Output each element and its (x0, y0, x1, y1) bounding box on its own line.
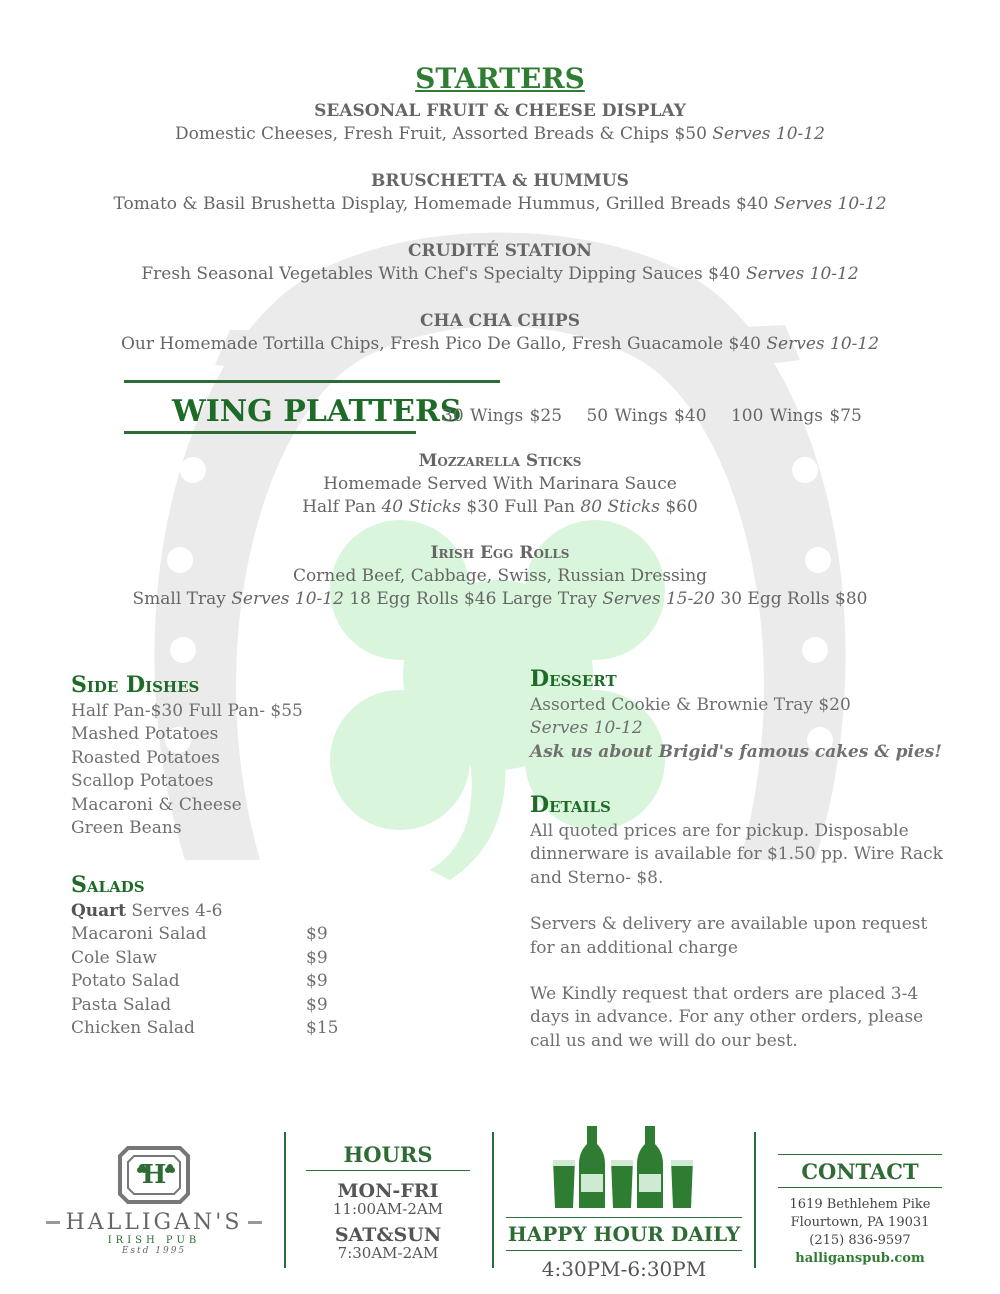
starter-item-bruschetta (0, 171, 1000, 214)
logo-dash (46, 1221, 60, 1224)
beer-bottles-icon (551, 1124, 697, 1210)
list-item: Half Pan-$30 Full Pan- $55 (71, 701, 303, 721)
contact-city: Flourtown, PA 19031 (790, 1215, 930, 1230)
contact-block (778, 1154, 942, 1268)
eggrolls-title: Irish Egg Rolls (430, 543, 570, 563)
mozzarella-title: Mozzarella Sticks (418, 451, 582, 471)
salad-name: Chicken Salad (71, 1018, 195, 1039)
pricing-text: $60 (659, 497, 698, 517)
list-item (71, 994, 371, 1017)
salad-price: $15 (306, 1018, 339, 1039)
contact-heading: CONTACT (801, 1159, 919, 1184)
salads-heading: Salads (71, 872, 145, 898)
starter-desc (0, 264, 1000, 284)
mozzarella-sticks (0, 451, 1000, 517)
wing-prices (442, 406, 880, 426)
starter-title: CHA CHA CHIPS (419, 311, 580, 331)
salad-name: Pasta Salad (71, 994, 172, 1015)
hours-days: SAT&SUN (334, 1224, 442, 1246)
list-item (71, 1017, 371, 1040)
happy-hour-time: 4:30PM-6:30PM (541, 1257, 707, 1281)
details-paragraph (530, 983, 950, 1053)
contact-rule (778, 1154, 942, 1155)
quart-serves: Serves 4-6 (126, 901, 223, 921)
wing-rule-bottom (124, 431, 416, 434)
details-line: call us and we will do our best. (530, 1030, 798, 1051)
starter-serves: Serves 10-12 (773, 194, 887, 214)
hours-rule (306, 1170, 470, 1171)
eggrolls-desc: Corned Beef, Cabbage, Swiss, Russian Dressing (292, 566, 708, 586)
contact-phone[interactable]: (215) 836-9597 (809, 1233, 911, 1248)
salads-quart-line (71, 900, 371, 923)
details-section (530, 792, 950, 1053)
list-item: Mashed Potatoes (71, 724, 219, 745)
details-line: Servers & delivery are available upon request (530, 914, 928, 935)
footer-divider (754, 1132, 756, 1268)
hours-block (306, 1142, 470, 1262)
side-dishes-section (71, 672, 303, 840)
pricing-qty: 80 Sticks (580, 497, 660, 517)
logo-letter: H (141, 1160, 167, 1190)
details-line: and Sterno- $8. (530, 867, 664, 888)
salad-name: Macaroni Salad (71, 924, 207, 945)
wing-rule-top (124, 380, 500, 383)
details-paragraph (530, 913, 950, 960)
dessert-item: Assorted Cookie & Brownie Tray $20 (530, 695, 851, 715)
starter-desc-text: Tomato & Basil Brushetta Display, Homemade Hummus, Grilled Breads $40 (113, 194, 769, 214)
footer-divider (492, 1132, 494, 1268)
starter-desc (0, 194, 1000, 214)
contact-address: 1619 Bethlehem Pike (789, 1197, 931, 1212)
details-line: for an additional charge (530, 937, 738, 958)
starter-desc-text: Fresh Seasonal Vegetables With Chef's Specialty Dipping Sauces $40 (141, 264, 741, 284)
starters-heading: STARTERS (415, 62, 585, 95)
logo-sub: IRISH PUB (107, 1235, 201, 1246)
details-paragraph (530, 820, 950, 890)
pricing-text: Small Tray (132, 589, 232, 609)
details-line: All quoted prices are for pickup. Disposable (530, 821, 909, 841)
logo-dash (248, 1221, 262, 1224)
starter-desc (0, 334, 1000, 354)
list-item: Green Beans (71, 818, 182, 839)
starter-title: SEASONAL FRUIT & CHEESE DISPLAY (314, 101, 686, 121)
wing-price: 30 Wings $25 (442, 406, 563, 426)
wing-price: 100 Wings $75 (730, 406, 862, 426)
details-line: dinnerware is available for $1.50 pp. Wire Rack (530, 844, 943, 865)
footer-divider (284, 1132, 286, 1268)
starter-serves: Serves 10-12 (746, 264, 859, 284)
logo-name: HALLIGAN'S (65, 1210, 243, 1235)
salads-section (71, 872, 371, 1040)
irish-egg-rolls (0, 543, 1000, 609)
starter-item-chips (0, 311, 1000, 354)
pricing-qty: 40 Sticks (381, 497, 461, 517)
starter-desc (0, 124, 1000, 144)
contact-rule (778, 1187, 942, 1188)
starter-desc-text: Domestic Cheeses, Fresh Fruit, Assorted Breads & Chips $50 (175, 124, 707, 144)
salad-name: Potato Salad (71, 971, 180, 992)
hours-heading: HOURS (343, 1142, 433, 1167)
starter-title: CRUDITÉ STATION (408, 241, 592, 261)
dessert-note: Ask us about Brigid's famous cakes & pies! (530, 741, 942, 762)
list-item: Roasted Potatoes (71, 747, 220, 768)
dessert-heading: Dessert (530, 666, 617, 692)
contact-website-link[interactable]: halliganspub.com (795, 1251, 925, 1266)
quart-label: Quart (71, 901, 126, 921)
happy-rule (506, 1217, 742, 1218)
salad-price: $9 (306, 947, 328, 968)
halligans-logo (46, 1146, 262, 1256)
details-line: days in advance. For any other orders, please (530, 1007, 924, 1028)
happy-hour-block (506, 1124, 742, 1281)
mozzarella-pricing (0, 497, 1000, 517)
mozzarella-desc: Homemade Served With Marinara Sauce (323, 474, 677, 494)
pricing-serves: Serves 10-12 (231, 589, 344, 609)
starter-serves: Serves 10-12 (766, 334, 880, 354)
list-item: Scallop Potatoes (71, 771, 214, 792)
pricing-text: 18 Egg Rolls $46 Large Tray (343, 589, 603, 609)
details-line: We Kindly request that orders are placed 3-4 (530, 984, 919, 1005)
wing-price: 50 Wings $40 (586, 406, 707, 426)
list-item (71, 970, 371, 993)
dessert-serves: Serves 10-12 (530, 718, 643, 739)
hours-days: MON-FRI (337, 1180, 439, 1202)
logo-est: Estd 1995 (121, 1246, 187, 1256)
side-dishes-heading: Side Dishes (71, 672, 200, 698)
pricing-text: Half Pan (302, 497, 382, 517)
list-item (71, 923, 371, 946)
happy-rule (506, 1250, 742, 1251)
wing-platters-heading: WING PLATTERS (172, 394, 462, 429)
starter-item-crudite (0, 241, 1000, 284)
starter-item-fruit-cheese (0, 101, 1000, 144)
starter-serves: Serves 10-12 (712, 124, 825, 144)
hours-time: 7:30AM-2AM (337, 1244, 439, 1262)
hours-time: 11:00AM-2AM (332, 1200, 444, 1218)
details-heading: Details (530, 792, 611, 818)
pricing-serves: Serves 15-20 (602, 589, 715, 609)
starter-title: BRUSCHETTA & HUMMUS (371, 171, 629, 191)
salad-price: $9 (306, 971, 328, 992)
salad-name: Cole Slaw (71, 947, 157, 968)
starter-desc-text: Our Homemade Tortilla Chips, Fresh Pico De Gallo, Fresh Guacamole $40 (120, 334, 761, 354)
logo-name-row (46, 1210, 262, 1235)
pricing-text: $30 Full Pan (460, 497, 581, 517)
pricing-text: 30 Egg Rolls $80 (714, 589, 868, 609)
happy-hour-heading: HAPPY HOUR DAILY (507, 1222, 741, 1246)
list-item: Macaroni & Cheese (71, 794, 242, 815)
salad-price: $9 (306, 994, 328, 1015)
eggrolls-pricing (0, 589, 1000, 609)
dessert-section (530, 666, 950, 764)
salad-price: $9 (306, 924, 328, 945)
list-item (71, 947, 371, 970)
